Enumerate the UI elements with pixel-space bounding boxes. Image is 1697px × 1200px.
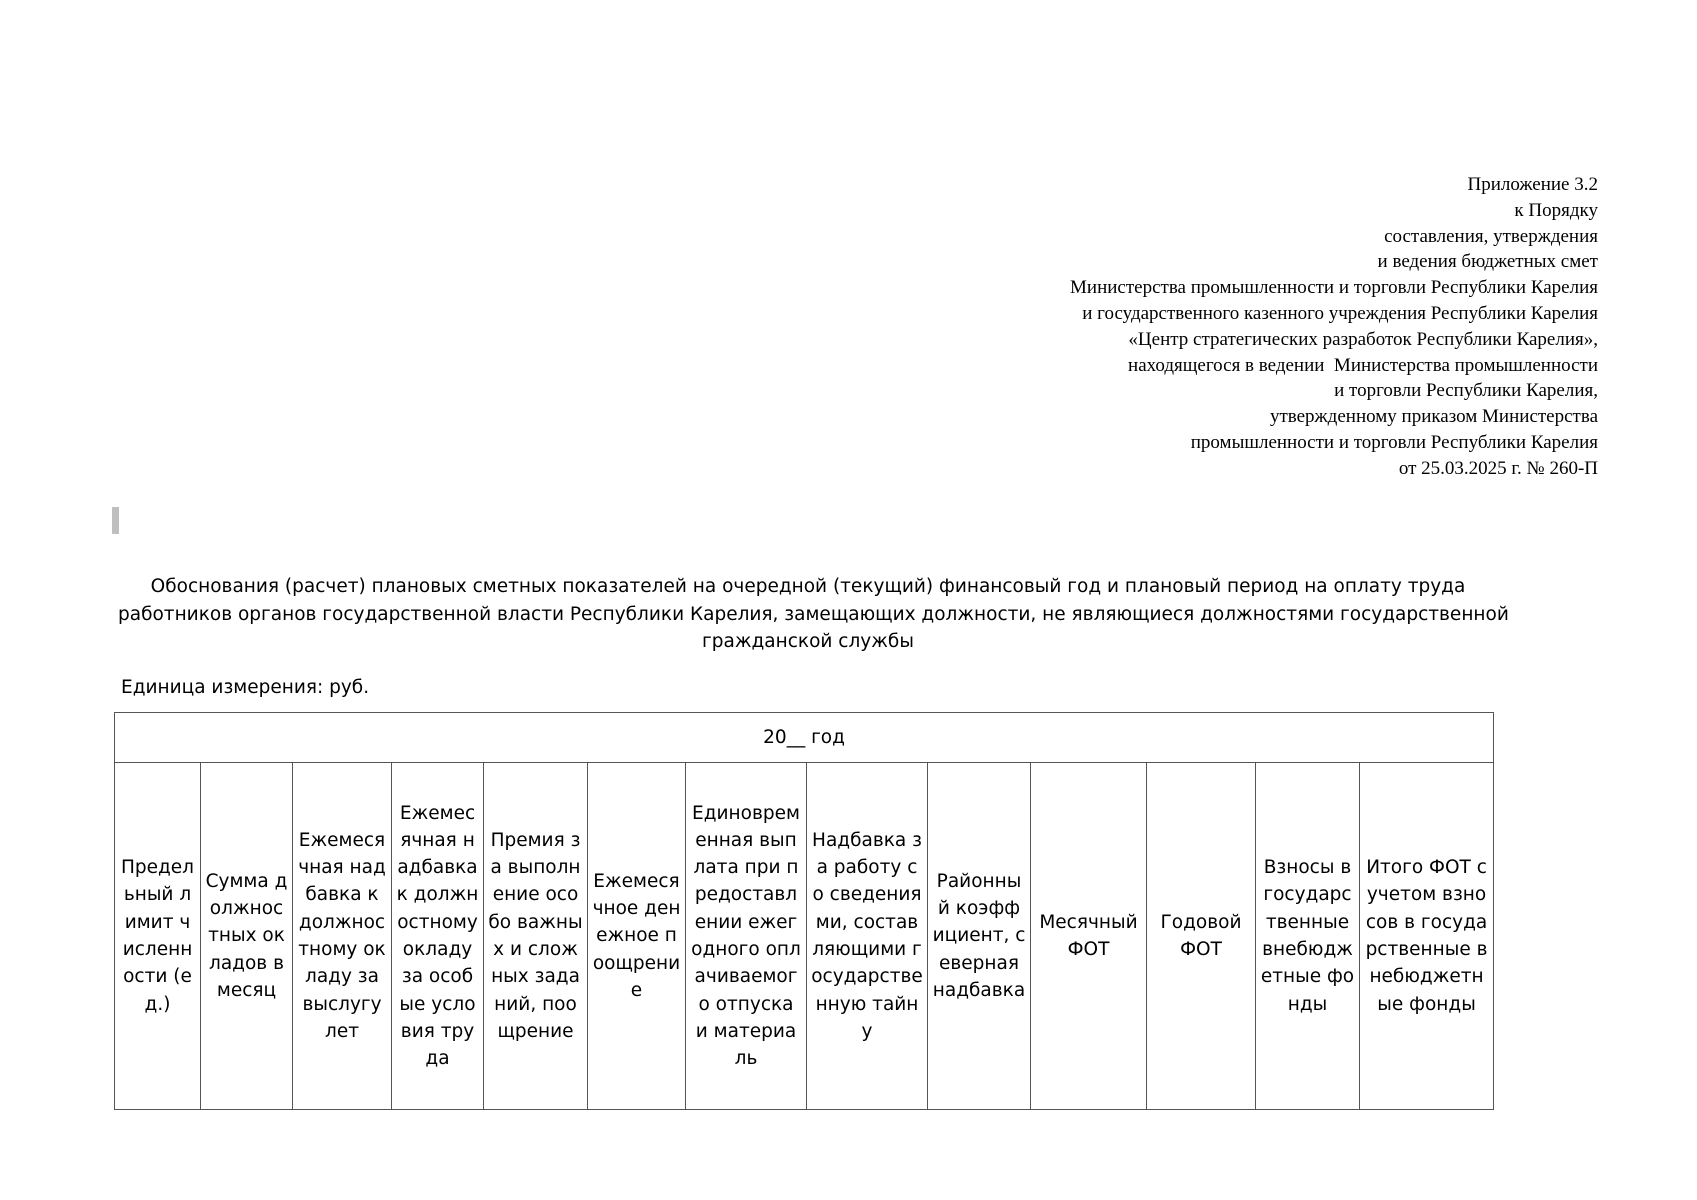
appendix-line: Приложение 3.2 <box>1467 174 1598 195</box>
column-header: Надбавка за работу со сведениями, составляющими государственную тайну <box>807 763 928 1110</box>
column-header: Годовой ФОТ <box>1147 763 1256 1110</box>
appendix-line: утвержденному приказом Министерства <box>1269 406 1598 428</box>
appendix-line: промышленности и торговли Республики Карелия <box>1190 431 1598 453</box>
column-header: Единовременная выплата при предоставлении ежегодного оплачиваемого отпуска и материаль <box>686 763 807 1110</box>
appendix-line: и ведения бюджетных смет <box>1377 251 1598 273</box>
column-header: Районный коэффициент, северная надбавка <box>928 763 1031 1110</box>
column-header: Сумма должностных окладов в месяц <box>201 763 293 1110</box>
column-header: Взносы в государственные внебюджетные фонды <box>1256 763 1360 1110</box>
column-header: Предельный лимит численности (ед.) <box>115 763 201 1110</box>
title-line: гражданской службы <box>702 631 914 652</box>
column-header: Ежемесячное денежное поощрение <box>588 763 686 1110</box>
margin-marker <box>112 507 119 534</box>
appendix-line: к Порядку <box>1514 199 1598 221</box>
appendix-line: находящегося в ведении Министерства промышленности <box>1128 354 1598 376</box>
appendix-line: от 25.03.2025 г. № 260-П <box>1398 457 1598 479</box>
table-header-row <box>115 763 1494 1110</box>
document-title <box>118 573 1509 656</box>
column-header: Премия за выполнение особо важных и сложных заданий, поощрение <box>484 763 588 1110</box>
column-header: Итого ФОТ с учетом взносов в государственные внебюджетные фонды <box>1360 763 1494 1110</box>
year-cell: 20__ год <box>115 713 1494 763</box>
column-header: Месячный ФОТ <box>1031 763 1147 1110</box>
column-header: Ежемесячная надбавка к должностному окладу за особые условия труда <box>392 763 484 1110</box>
appendix-line: и государственного казенного учреждения Республики Карелия <box>1082 302 1598 324</box>
appendix-line: «Центр стратегических разработок Республики Карелия», <box>1128 328 1598 350</box>
appendix-line: составления, утверждения <box>1384 225 1598 247</box>
title-line: работников органов государственной власти Республики Карелия, замещающих должности, не являющиеся должностями государственной <box>118 603 1509 625</box>
unit-of-measure-label: Единица измерения: руб. <box>121 677 370 698</box>
title-line: Обоснования (расчет) плановых сметных показателей на очередной (текущий) финансовый год и плановый период на оплату труда <box>150 576 1466 597</box>
column-header: Ежемесячная надбавка к должностному окладу за выслугу лет <box>293 763 392 1110</box>
appendix-line: Министерства промышленности и торговли Республики Карелия <box>1070 277 1598 299</box>
appendix-block <box>1070 172 1598 482</box>
appendix-line: и торговли Республики Карелия, <box>1334 380 1598 402</box>
calculation-table <box>114 712 1494 1110</box>
table-year-row <box>115 713 1494 763</box>
